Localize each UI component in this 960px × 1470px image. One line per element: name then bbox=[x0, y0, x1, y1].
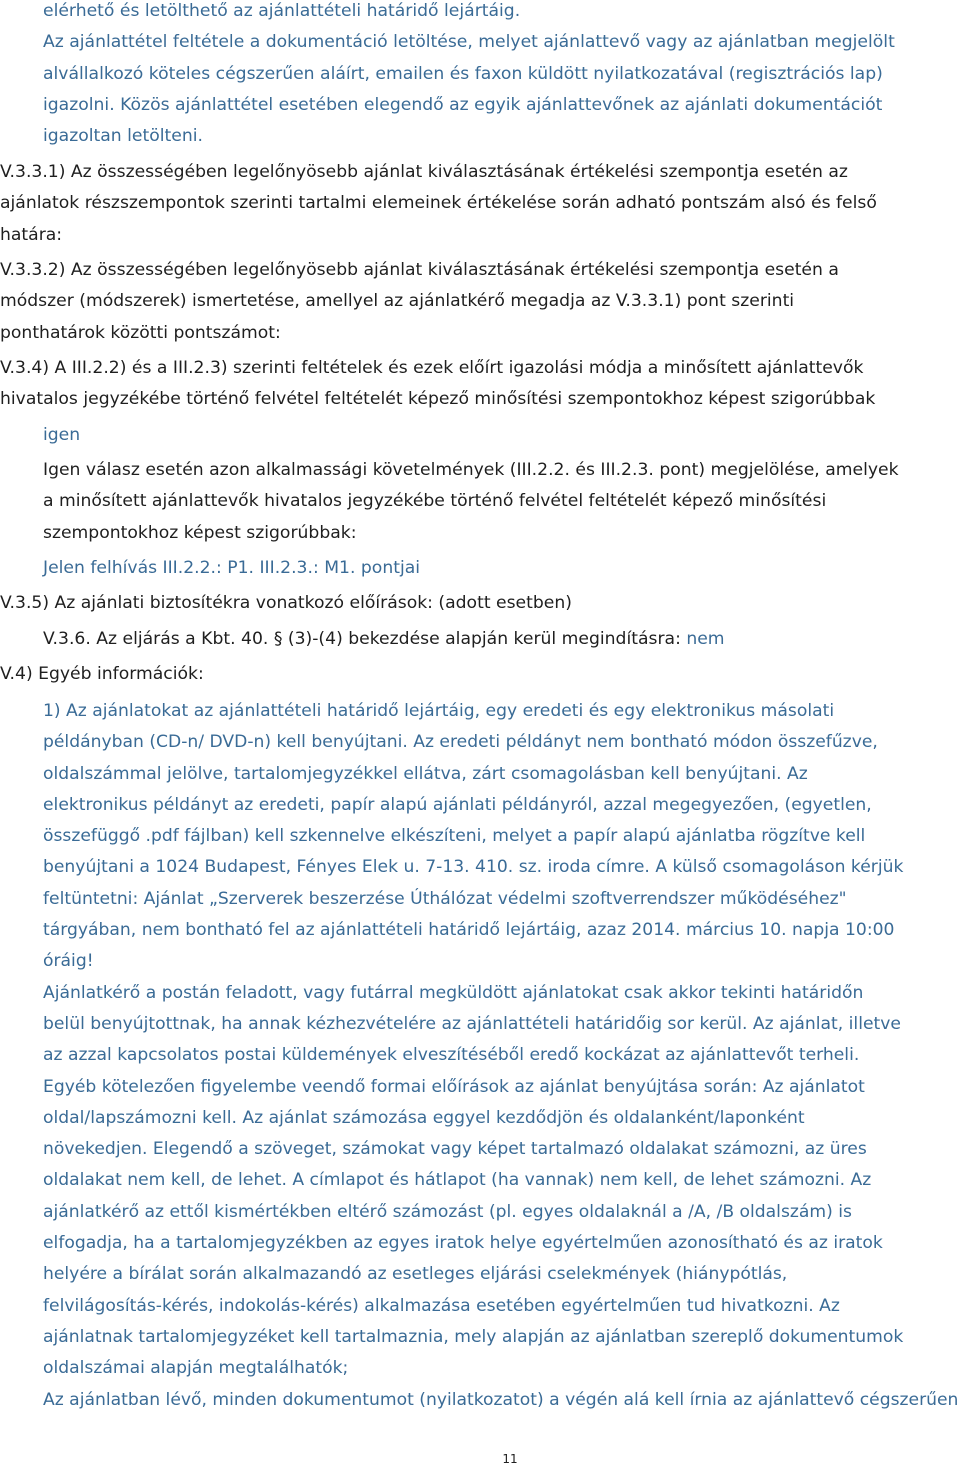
section-v34 bbox=[0, 353, 875, 416]
section-line: V.3.3.1) Az összességében legelőnyösebb ajánlat kiválasztásának értékelési szempontja esetén az bbox=[0, 162, 848, 182]
section-v35 bbox=[0, 588, 572, 619]
section-label: V.3.6. Az eljárás a Kbt. 40. § (3)-(4) bekezdése alapján kerül megindításra: bbox=[43, 629, 687, 649]
section-line: V.3.3.2) Az összességében legelőnyösebb ajánlat kiválasztásának értékelési szempontja esetén a bbox=[0, 260, 839, 280]
section-v36 bbox=[43, 624, 725, 655]
answer-value: Jelen felhívás III.2.2.: P1. III.2.3.: M1. pontjai bbox=[43, 558, 421, 578]
body-line: Az ajánlatban lévő, minden dokumentumot (nyilatkozatot) a végén alá kell írnia az ajánlattevő cégszerűen bbox=[43, 1389, 959, 1410]
section-line: V.3.4) A III.2.2) és a III.2.3) szerinti feltételek és ezek előírt igazolási módja a minősített ajánlattevők bbox=[0, 358, 864, 378]
body-line: oldalszámai alapján megtalálhatók; bbox=[43, 1358, 349, 1379]
body-line: elfogadja, ha a tartalomjegyzékben az egyes iratok helye egyértelműen azonosítható és az iratok bbox=[43, 1233, 883, 1254]
body-line: oldalszámmal jelölve, tartalomjegyzékkel ellátva, zárt csomagolásban kell benyújtani. Az bbox=[43, 763, 808, 784]
section-label: V.3.5) Az ajánlati biztosítékra vonatkozó előírások: (adott esetben) bbox=[0, 593, 572, 613]
body-line: az azzal kapcsolatos postai küldemények elveszítéséből eredő kockázat az ajánlattevőt terheli. bbox=[43, 1045, 860, 1066]
section-line: módszer (módszerek) ismertetése, amellyel az ajánlatkérő megadja az V.3.3.1) pont szerinti bbox=[0, 291, 795, 312]
body-line: Egyéb kötelezően figyelembe veendő formai előírások az ajánlat benyújtása során: Az ajánlatot bbox=[43, 1076, 865, 1097]
intro-line: elérhető és letölthető az ajánlattételi határidő lejártáig. bbox=[43, 1, 521, 21]
body-line: feltüntetni: Ajánlat „Szerverek beszerzése Úthálózat védelmi szoftverrendszer működéséhez" bbox=[43, 888, 847, 909]
section-label: V.4) Egyéb információk: bbox=[0, 664, 204, 684]
section-line: ajánlatok részszempontok szerinti tartalmi elemeinek értékelése során adható pontszám alsó és felső bbox=[0, 193, 877, 214]
body-line: oldal/lapszámozni kell. Az ajánlat számozása eggyel kezdődjön és oldalanként/laponként bbox=[43, 1107, 805, 1128]
body-line: felvilágosítás-kérés, indokolás-kérés) alkalmazása esetében egyértelműen tud hivatkozni. Az bbox=[43, 1295, 840, 1316]
body-line: oldalakat nem kell, de lehet. A címlapot és hátlapot (ha vannak) nem kell, de lehet számozni. Az bbox=[43, 1170, 872, 1191]
section-line: hivatalos jegyzékébe történő felvétel feltételét képező minősítési szempontokhoz képest szigorúbbak bbox=[0, 389, 876, 410]
body-line: összefüggő .pdf fájlban) kell szkennelve elkészíteni, melyet a papír alapú ajánlatba rögzítve kell bbox=[43, 826, 866, 847]
intro-line: igazoltan letölteni. bbox=[43, 126, 203, 147]
section-line: a minősített ajánlattevők hivatalos jegyzékébe történő felvétel feltételét képező minősítési bbox=[43, 491, 827, 512]
intro-line: Az ajánlattétel feltétele a dokumentáció letöltése, melyet ajánlattevő vagy az ajánlatban megjelölt bbox=[43, 32, 895, 53]
section-line: szempontokhoz képest szigorúbbak: bbox=[43, 522, 357, 543]
answer-value: nem bbox=[686, 629, 725, 649]
section-v4-body bbox=[43, 696, 960, 1416]
section-line: határa: bbox=[0, 224, 63, 245]
page-number: 11 bbox=[502, 1452, 518, 1466]
section-line: Igen válasz esetén azon alkalmassági követelmények (III.2.2. és III.2.3. pont) megjelölése, amelyek bbox=[43, 460, 899, 480]
intro-line: igazolni. Közös ajánlattétel esetében elegendő az egyik ajánlattevőnek az ajánlati dokumentációt bbox=[43, 94, 883, 115]
intro-paragraph bbox=[43, 0, 895, 152]
section-v331 bbox=[0, 157, 877, 251]
body-line: benyújtani a 1024 Budapest, Fényes Elek u. 7-13. 410. sz. iroda címre. A külső csomagoláson kérjük bbox=[43, 857, 904, 878]
section-line bbox=[43, 624, 725, 655]
body-line: óráig! bbox=[43, 951, 94, 972]
body-line: példányban (CD-n/ DVD-n) kell benyújtani. Az eredeti példányt nem bontható módon összefűzve, bbox=[43, 732, 878, 753]
body-line: 1) Az ajánlatokat az ajánlattételi határidő lejártáig, egy eredeti és egy elektronikus másolati bbox=[43, 701, 835, 721]
section-line: ponthatárok közötti pontszámot: bbox=[0, 322, 281, 343]
v34-detail-answer bbox=[43, 553, 420, 584]
body-line: növekedjen. Elegendő a szöveget, számokat vagy képet tartalmazó oldalakat számozni, az üres bbox=[43, 1139, 867, 1160]
v34-detail bbox=[43, 455, 899, 549]
section-v332 bbox=[0, 255, 839, 349]
section-v4-heading bbox=[0, 659, 204, 690]
answer-value: igen bbox=[43, 425, 81, 445]
body-line: ajánlatnak tartalomjegyzéket kell tartalmaznia, mely alapján az ajánlatban szereplő dokumentumok bbox=[43, 1326, 904, 1347]
body-line: tárgyában, nem bontható fel az ajánlattételi határidő lejártáig, azaz 2014. március 10. napja 10:00 bbox=[43, 920, 895, 941]
body-line: ajánlatkérő az ettől kismértékben eltérő számozást (pl. egyes oldalaknál a /A, /B oldalszám) is bbox=[43, 1201, 852, 1222]
body-line: helyére a bírálat során alkalmazandó az esetleges eljárási cselekmények (hiánypótlás, bbox=[43, 1264, 788, 1285]
body-line: elektronikus példányt az eredeti, papír alapú ajánlati példányról, azzal megegyezően, (egyetlen, bbox=[43, 794, 872, 815]
intro-line: alvállalkozó köteles cégszerűen aláírt, emailen és faxon küldött nyilatkozatával (regisztrációs lap) bbox=[43, 63, 883, 84]
v34-answer bbox=[43, 420, 80, 451]
body-line: belül benyújtottnak, ha annak kézhezvételére az ajánlattételi határidőig sor kerül. Az ajánlat, illetve bbox=[43, 1013, 901, 1034]
body-line: Ajánlatkérő a postán feladott, vagy futárral megküldött ajánlatokat csak akkor tekinti határidőn bbox=[43, 982, 864, 1003]
